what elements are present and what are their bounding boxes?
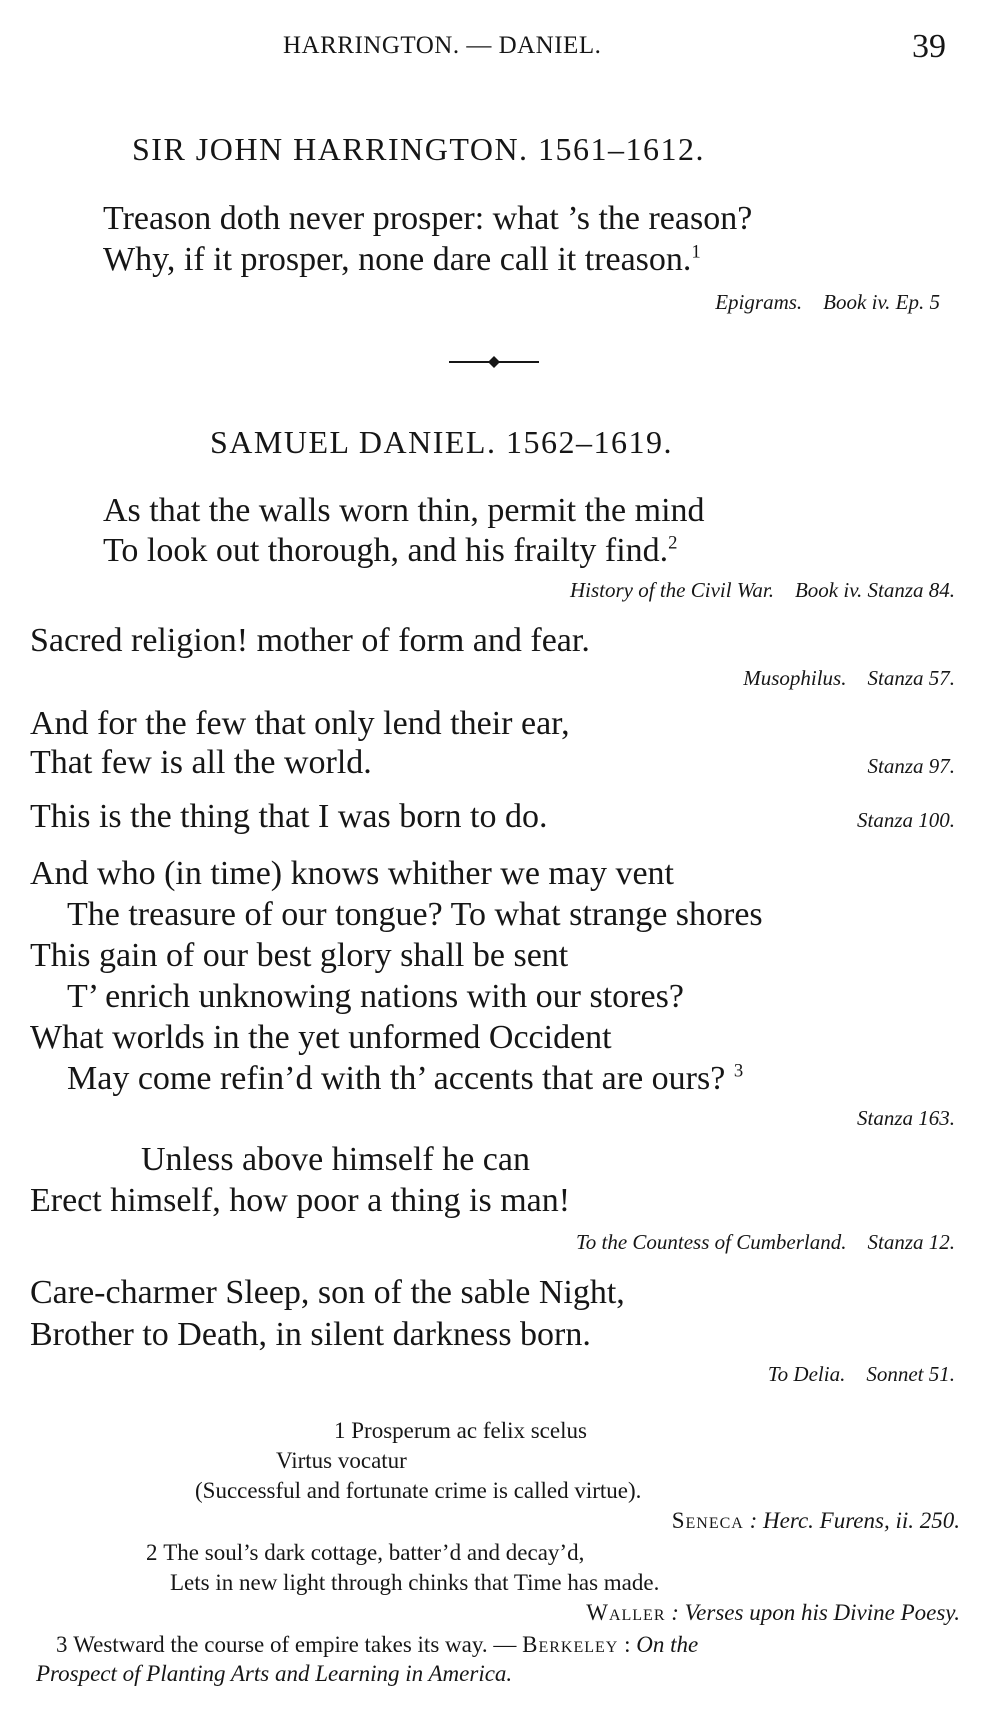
verse-line: Sacred religion! mother of form and fear. <box>30 622 590 659</box>
verse-line: Care-charmer Sleep, son of the sable Night, <box>30 1274 625 1311</box>
footnote-ref-3[interactable]: 3 <box>733 1060 744 1082</box>
footnote-mark: 1 <box>334 1418 346 1443</box>
verse-line: Why, if it prosper, none dare call it treason.$^1$ <box>103 241 701 278</box>
footnote-ref-2[interactable]: 2 <box>668 532 678 554</box>
verse-line: Treason doth never prosper: what ’s the reason? <box>103 200 753 237</box>
footnote-line: Virtus vocatur <box>276 1448 407 1473</box>
citation: History of the Civil War. Book iv. Stanza 84. <box>570 578 955 602</box>
running-head-title: HARRINGTON. — DANIEL. <box>283 32 602 59</box>
citation: To Delia. Sonnet 51. <box>767 1362 955 1386</box>
footnote-citation: Waller : Verses upon his Divine Poesy. <box>586 1600 960 1625</box>
footnote-mark: 2 <box>146 1540 158 1565</box>
section-separator-ornament <box>449 356 539 368</box>
footnote-citation: Seneca : Herc. Furens, ii. 250. <box>671 1508 960 1533</box>
verse-line: Unless above himself he can <box>141 1141 530 1178</box>
verse-line: Brother to Death, in silent darkness born. <box>30 1316 591 1353</box>
footnote-line: (Successful and fortunate crime is called virtue). <box>195 1478 642 1503</box>
verse-line: And for the few that only lend their ear, <box>30 705 570 742</box>
page-number: 39 <box>912 28 946 65</box>
verse-line: To look out thorough, and his frailty find.$^2$ <box>103 532 678 569</box>
footnote-3: 3 Westward the course of empire takes its way. — Berkeley : On the <box>56 1632 699 1657</box>
footnote-ref-1[interactable]: 1 <box>691 241 701 263</box>
verse-line: T’ enrich unknowing nations with our stores? <box>67 978 684 1015</box>
citation: Stanza 100. <box>856 808 955 832</box>
citation: To the Countess of Cumberland. Stanza 12. <box>575 1230 955 1254</box>
verse-line: That few is all the world. <box>30 744 372 781</box>
verse-line: The treasure of our tongue? To what strange shores <box>67 896 763 933</box>
footnote-line: Prospect of Planting Arts and Learning in America. <box>36 1661 513 1686</box>
footnote-mark: 3 <box>56 1632 68 1657</box>
citation: Stanza 163. <box>856 1106 955 1130</box>
footnote-2: 2 The soul’s dark cottage, batter’d and decay’d, <box>146 1540 585 1565</box>
citation: Stanza 97. <box>867 754 955 778</box>
section-heading-daniel: SAMUEL DANIEL. 1562–1619. <box>210 424 673 460</box>
footnote-1: 1 Prosperum ac felix scelus <box>334 1418 587 1443</box>
verse-line: May come refin’d with th’ accents that are ours? $^3$ <box>67 1060 744 1097</box>
verse-line: What worlds in the yet unformed Occident <box>30 1019 612 1056</box>
footnote-line: Lets in new light through chinks that Time has made. <box>170 1570 660 1595</box>
verse-line: This is the thing that I was born to do. <box>30 798 548 835</box>
verse-line: Erect himself, how poor a thing is man! <box>30 1182 571 1219</box>
citation: Musophilus. Stanza 57. <box>743 666 955 690</box>
citation: Epigrams. Book iv. Ep. 5 <box>715 290 940 314</box>
verse-line: This gain of our best glory shall be sent <box>30 937 569 974</box>
section-heading-harrington: SIR JOHN HARRINGTON. 1561–1612. <box>132 131 706 167</box>
verse-line: And who (in time) knows whither we may vent <box>30 855 674 892</box>
verse-line: As that the walls worn thin, permit the mind <box>103 492 705 529</box>
